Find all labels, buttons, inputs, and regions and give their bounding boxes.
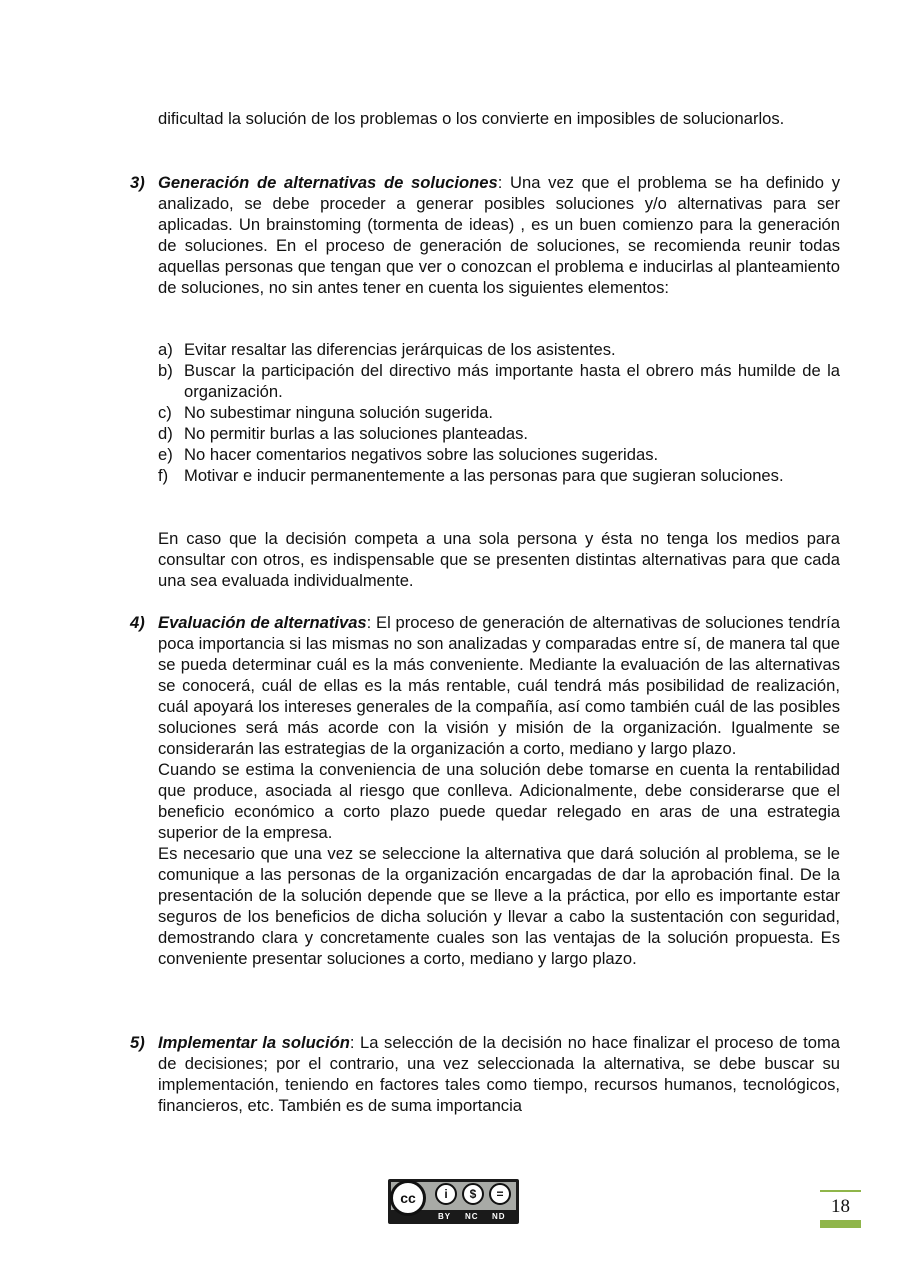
section-paragraph: Cuando se estima la conveniencia de una solución debe tomarse en cuenta la rentabilidad que produce, asociada al riesgo que conlleva. Adicionalmente, debe considerarse que el beneficio económico a corto plazo puede quedar relegado en aras de una estrategia superior de la empresa. [158,760,840,842]
section-3 [130,172,840,298]
creative-commons-badge [388,1179,519,1224]
section-number: 3) [130,173,145,192]
by-attribution-icon: i [435,1183,457,1205]
section-5 [130,1032,840,1116]
list-item: f) Motivar e inducir permanentemente a las personas para que sugieran soluciones. [158,466,784,485]
nd-label: ND [492,1212,506,1221]
list-item: b) Buscar la participación del directivo más importante hasta el obrero más humilde de la organización. [158,361,840,401]
section-paragraph: Generación de alternativas de soluciones: Una vez que el problema se ha definido y analizado, se debe proceder a generar posibles soluciones y/o alternativas para ser aplicadas. Un brainstoming (tormenta de ideas) , es un buen comienzo para la generación de soluciones. En el proceso de generación de soluciones, se recomienda reunir todas aquellas personas que tengan que ver o conozcan el problema e inducirlas al planteamiento de soluciones, no sin antes tener en cuenta los siguientes elementos: [158,173,840,297]
page-number: 18 [831,1196,850,1217]
list-item: e) No hacer comentarios negativos sobre las soluciones sugeridas. [158,445,659,464]
section-term: Evaluación de alternativas [158,613,367,632]
nc-label: NC [465,1212,479,1221]
list-item: c) No subestimar ninguna solución sugerida. [158,403,494,422]
section-number: 5) [130,1033,145,1052]
closing-paragraph: En caso que la decisión competa a una sola persona y ésta no tenga los medios para consultar con otros, es indispensable que se presenten distintas alternativas para que cada una sea evaluada individualmente. [158,529,840,590]
list-item: d) No permitir burlas a las soluciones planteadas. [158,424,529,443]
elements-list [158,339,840,486]
noncommercial-icon: $ [462,1183,484,1205]
cc-icon: cc [390,1180,426,1216]
by-label: BY [438,1212,452,1221]
continuation-paragraph: dificultad la solución de los problemas o los convierte en imposibles de solucionarlos. [158,109,785,128]
section-paragraph: Es necesario que una vez se seleccione la alternativa que dará solución al problema, se le comunique a las personas de la organización encargadas de dar la aprobación final. De la presentación de la solución depende que se lleve a la práctica, por ello es importante estar seguros de los beneficios de dicha solución y llevar a cabo la sustentación con seguridad, demostrando clara y concretamente cuales son las ventajas de la solución propuesta. Es conveniente presentar soluciones a corto, mediano y largo plazo. [158,844,840,968]
section-paragraph: Implementar la solución: La selección de la decisión no hace finalizar el proceso de toma de decisiones; por el contrario, una vez seleccionada la alternativa, se debe buscar su implementación, teniendo en factores tales como tiempo, recursos humanos, tecnológicos, financieros, etc. También es de suma importancia [158,1033,840,1115]
list-item: a) Evitar resaltar las diferencias jerárquicas de los asistentes. [158,340,616,359]
section-number: 4) [130,613,145,632]
page-number-rule-top [820,1190,861,1192]
section-term: Generación de alternativas de soluciones [158,173,498,192]
page-number-bar-bottom [820,1220,861,1228]
section-term: Implementar la solución [158,1033,350,1052]
section-paragraph: Evaluación de alternativas: El proceso de generación de alternativas de soluciones tendría poca importancia si las mismas no son analizadas y comparadas entre sí, de manera tal que se pueda determinar cuál es la más conveniente. Mediante la evaluación de las alternativas se conocerá, cuál de ellas es la más rentable, cuál tendrá más posibilidad de realización, cuál apoyará los intereses generales de la compañía, así como también cuál de las posibles soluciones será más acorde con la visión y misión de la organización. Igualmente se considerarán las estrategias de la organización a corto, mediano y largo plazo. [158,613,840,758]
noderivatives-icon: = [489,1183,511,1205]
section-4 [130,612,840,969]
